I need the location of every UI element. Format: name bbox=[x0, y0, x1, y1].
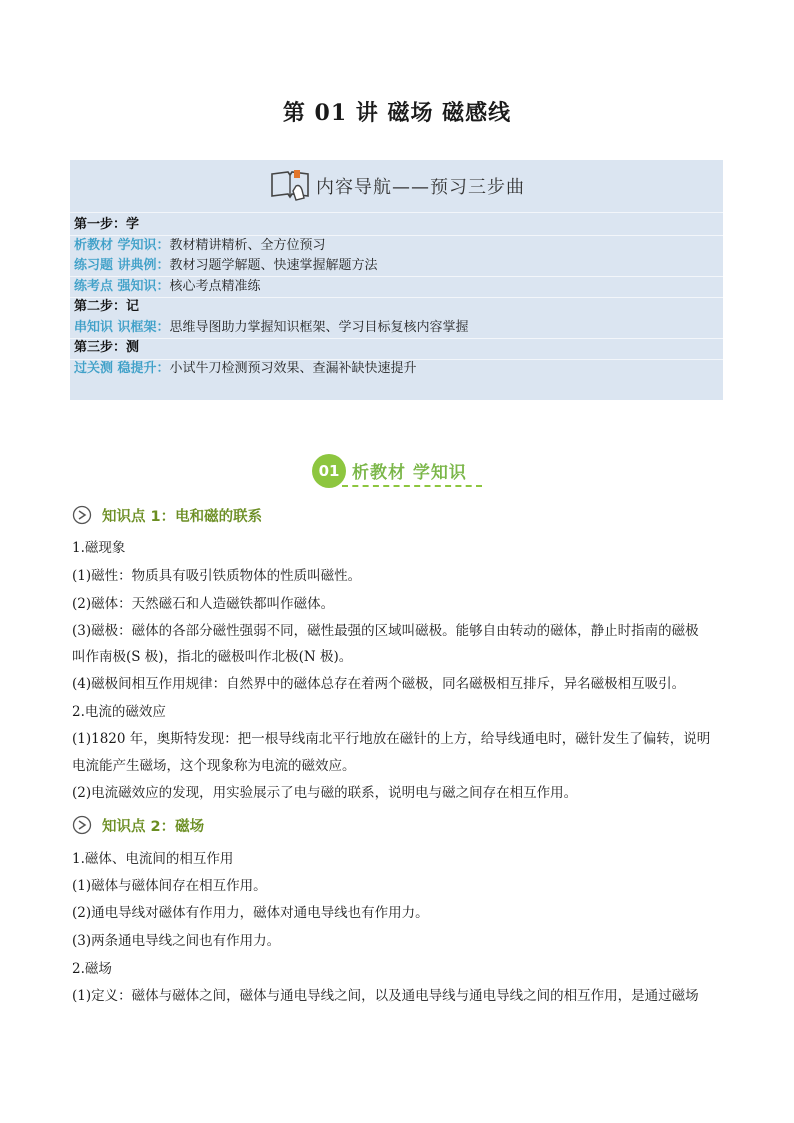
paragraph: (2)通电导线对磁体有作用力，磁体对通电导线也有作用力。 bbox=[72, 905, 429, 921]
paragraph: (2)电流磁效应的发现，用实验展示了电与磁的联系，说明电与磁之间存在相互作用。 bbox=[72, 785, 578, 801]
navigation-header bbox=[70, 160, 723, 212]
paragraph: 1.磁现象 bbox=[72, 540, 126, 556]
paragraph: (1)磁体与磁体间存在相互作用。 bbox=[72, 878, 267, 894]
section-underline bbox=[342, 485, 482, 487]
paragraph: 电流能产生磁场，这个现象称为电流的磁效应。 bbox=[72, 758, 356, 774]
knowledge-point-label: 知识点 2：磁场 bbox=[102, 818, 205, 835]
nav-row: 过关测 稳提升：小试牛刀检测预习效果、查漏补缺快速提升 bbox=[74, 360, 417, 376]
navigation-rows bbox=[74, 215, 469, 379]
knowledge-point-label: 知识点 1：电和磁的联系 bbox=[102, 508, 263, 525]
paragraph: 叫作南极(S 极)，指北的磁极叫作北极(N 极)。 bbox=[72, 649, 353, 665]
nav-row: 第二步：记 bbox=[74, 299, 140, 314]
nav-row: 析教材 学知识：教材精讲精析、全方位预习 bbox=[74, 237, 326, 253]
section-number-badge: 01 bbox=[312, 454, 346, 488]
circle-arrow-icon bbox=[72, 815, 92, 835]
nav-row: 练考点 强知识：核心考点精准练 bbox=[74, 278, 261, 294]
paragraph: (2)磁体：天然磁石和人造磁铁都叫作磁体。 bbox=[72, 596, 335, 612]
nav-row: 练习题 讲典例：教材习题学解题、快速掌握解题方法 bbox=[74, 258, 378, 273]
nav-row: 第一步：学 bbox=[74, 217, 140, 232]
knowledge-point-2-heading bbox=[72, 813, 204, 837]
navigation-title: 内容导航——预习三步曲 bbox=[316, 177, 525, 198]
paragraph: (3)两条通电导线之间也有作用力。 bbox=[72, 933, 281, 949]
document-title: 第 01 讲 磁场 磁感线 bbox=[282, 100, 512, 126]
section-title: 析教材 学知识 bbox=[352, 463, 467, 483]
nav-row: 串知识 识框架：思维导图助力掌握知识框架、学习目标复核内容掌握 bbox=[74, 319, 469, 335]
knowledge-point-1-heading bbox=[72, 503, 262, 527]
content-navigation-box bbox=[70, 160, 723, 400]
section-heading bbox=[312, 452, 492, 490]
paragraph: (1)定义：磁体与磁体之间，磁体与通电导线之间，以及通电导线与通电导线之间的相互作用，是通过磁场 bbox=[72, 988, 699, 1004]
nav-row: 第三步：测 bbox=[74, 340, 140, 355]
paragraph: 1.磁体、电流间的相互作用 bbox=[72, 851, 234, 867]
paragraph: (1)1820 年，奥斯特发现：把一根导线南北平行地放在磁针的上方，给导线通电时，磁针发生了偏转，说明 bbox=[72, 731, 711, 747]
circle-arrow-icon bbox=[72, 505, 92, 525]
paragraph: (3)磁极：磁体的各部分磁性强弱不同，磁性最强的区域叫磁极。能够自由转动的磁体，静止时指南的磁极 bbox=[72, 623, 699, 639]
paragraph: (4)磁极间相互作用规律：自然界中的磁体总存在着两个磁极，同名磁极相互排斥，异名磁极相互吸引。 bbox=[72, 676, 686, 692]
paragraph: 2.电流的磁效应 bbox=[72, 704, 166, 720]
paragraph: (1)磁性：物质具有吸引铁质物体的性质叫磁性。 bbox=[72, 568, 362, 584]
book-hand-icon bbox=[268, 168, 312, 204]
paragraph: 2.磁场 bbox=[72, 961, 112, 977]
